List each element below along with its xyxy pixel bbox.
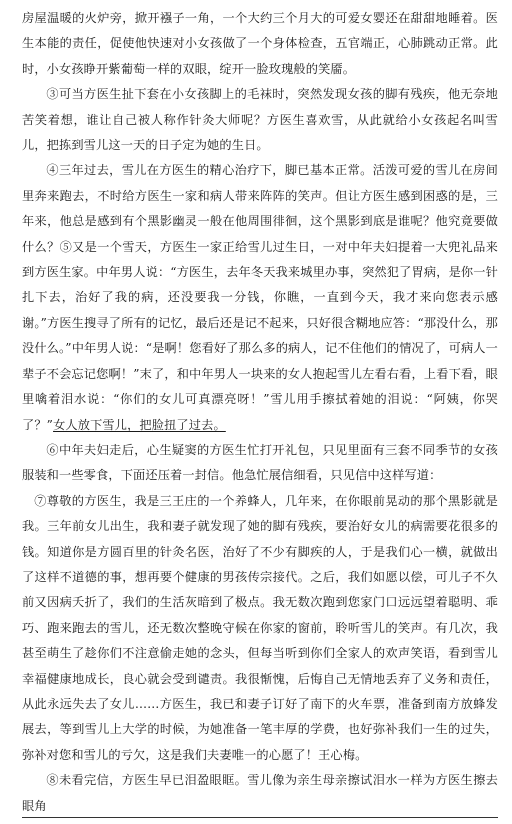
bottom-divider xyxy=(22,817,498,818)
paragraph-4-5-text: ④三年过去，雪儿在方医生的精心治疗下，脚已基本正常。活泼可爱的雪儿在房间里奔来跑去，不时给方医生一家和病人带来阵阵的笑声。但让方医生感到困惑的是，三年来，他总是感到有个黑影幽灵一般在他周围徘徊，这个黑影到底是谁呢？他究竟要做什么？⑤又是一个雪天，方医生一家正给雪儿过生日，一对中年夫妇提着一大兜礼品来到方医生家。中年男人说：“方医生，去年冬天我来城里办事，突然犯了胃病，是你一针扎下去，治好了我的病，还没要我一分钱，你瞧，一直到今天，我才来向您表示感谢。”方医生搜寻了所有的记忆，最后还是记不起来，只好很含糊地应答：“那没什么，那没什么。”中年男人说：“是啊！您看好了那么多的病人，记不住他们的情况了，可病人一辈子不会忘记您啊！”末了，和中年男人一块来的女人抱起雪儿左看右看，上看下看，眼里噙着泪水说：“你们的女儿可真漂亮呀！”雪儿用手擦拭着她的泪说：“阿姨，你哭了？” xyxy=(22,163,498,432)
underlined-sentence: 女人放下雪儿，把脸扭了过去。 xyxy=(53,417,226,432)
paragraph-8: ⑧未看完信，方医生早已泪盈眼眶。雪儿像为亲生母亲擦试泪水一样为方医生擦去眼角 xyxy=(22,773,498,813)
paragraph-7-letter: ⑦尊敬的方医生，我是三王庄的一个养蜂人，几年来，在你眼前晃动的那个黑影就是我。三年前女儿出生，我和妻子就发现了她的脚有残疾，要治好女儿的病需要花很多的钱。知道你是方圆百里的针灸名医，治好了不少有脚疾的人，于是我们心一横，就做出了这样不道德的事，想再要个健康的男孩传宗接代。之后，我们如愿以偿，可儿子不久前又因病夭折了，我们的生活灰暗到了极点。我无数次跑到您家门口远远望着聪明、乖巧、跑来跑去的雪儿，还无数次整晚守候在你家的窗前，聆听雪儿的笑声。有几次，我甚至萌生了趁你们不注意偷走她的念头，但每当听到你们全家人的欢声笑语，看到雪儿幸福健康地成长，良心就会受到谴责。我很惭愧，后悔自己无情地丢弃了义务和责任，从此永远失去了女儿……方医生，我已和妻子订好了南下的火车票，准备到南方放蜂发展去，等到雪儿上大学的时候，为她准备一笔丰厚的学费，也好弥补我们一生的过失，弥补对您和雪儿的亏欠，这是我们夫妻唯一的心愿了！王心梅。 xyxy=(22,493,498,762)
paragraph-3: ③可当方医生扯下套在小女孩脚上的毛袜时，突然发现女孩的脚有残疾，他无奈地苦笑着想，谁让自己被人称作针灸大师呢？方医生喜欢雪，从此就给小女孩起名叫雪儿，把拣到雪儿这一天的日子定为她的生日。 xyxy=(22,87,498,153)
paragraph-6: ⑥中年夫妇走后，心生疑窦的方医生忙打开礼包，只见里面有三套不同季节的女孩服装和一些零食，下面还压着一封信。他急忙展信细看，只见信中这样写道： xyxy=(22,442,498,483)
paragraph-4-5 xyxy=(22,158,498,437)
paragraph-intro: 房屋温暖的火炉旁，掀开襁子一角，一个大约三个月大的可爱女婴还在甜甜地睡着。医生本能的责任，促使他快速对小女孩做了一个身体检查，五官端正，心肺跳动正常。此时，小女孩睁开紫葡萄一样的双眼，绽开一脸玫瑰般的笑靥。 xyxy=(22,11,498,76)
